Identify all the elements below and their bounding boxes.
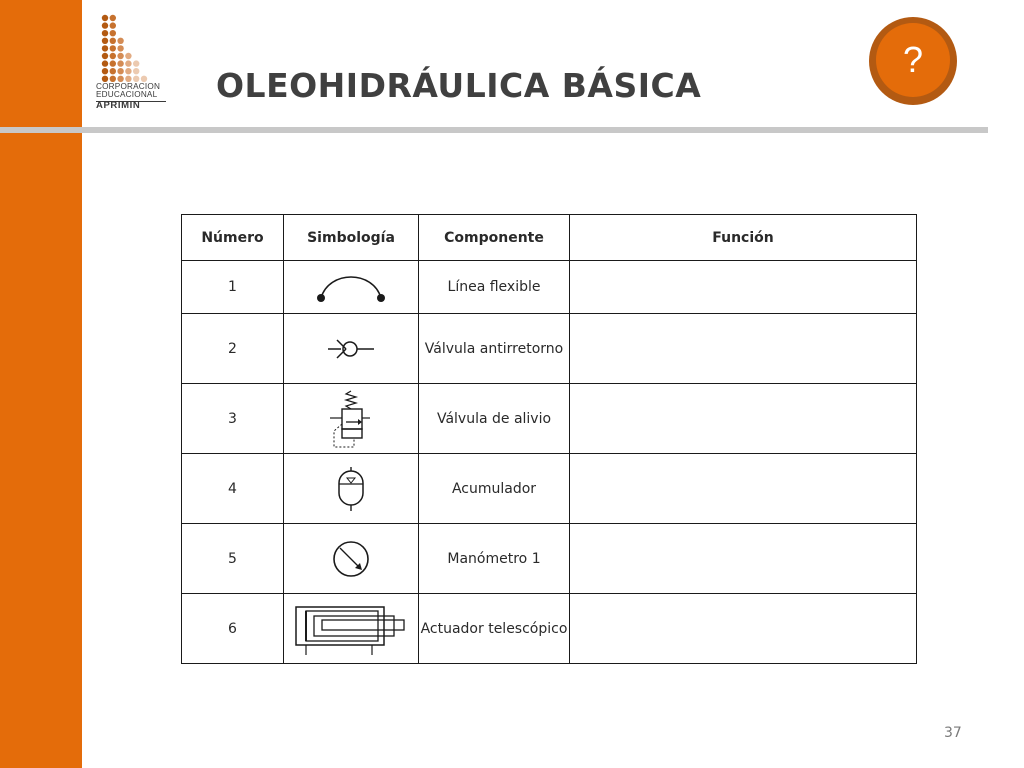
cell-funcion (570, 594, 917, 664)
cell-funcion (570, 261, 917, 314)
logo-dot (102, 15, 108, 21)
table-row (182, 384, 917, 454)
cell-simbologia (284, 384, 419, 454)
logo-dot (117, 53, 123, 59)
logo-dot (102, 45, 108, 51)
help-button[interactable] (869, 17, 957, 105)
logo-dot (117, 60, 123, 66)
cell-simbologia (284, 261, 419, 314)
header-numero: Número (182, 215, 284, 261)
logo-dot (133, 68, 139, 74)
cell-simbologia (284, 454, 419, 524)
logo-dot (110, 30, 116, 36)
header-simbologia: Simbología (284, 215, 419, 261)
logo-dot (110, 53, 116, 59)
cell-funcion (570, 524, 917, 594)
logo-dot (125, 60, 131, 66)
logo-dot (125, 53, 131, 59)
logo-dot (110, 45, 116, 51)
page-title: OLEOHIDRÁULICA BÁSICA (216, 66, 702, 105)
cell-numero: 5 (182, 524, 284, 594)
table-header-row (182, 215, 917, 261)
left-accent-bar (0, 0, 82, 768)
logo-dot (102, 60, 108, 66)
cell-componente: Manómetro 1 (419, 524, 570, 594)
cell-componente: Actuador telescópico (419, 594, 570, 664)
logo-dot (110, 60, 116, 66)
cell-numero: 3 (182, 384, 284, 454)
cell-componente: Línea flexible (419, 261, 570, 314)
logo-text (96, 83, 172, 110)
logo-dot (102, 53, 108, 59)
logo-dot (102, 68, 108, 74)
help-button-label: ? (876, 23, 950, 97)
logo-dot (133, 60, 139, 66)
logo-dot (110, 22, 116, 28)
header-componente: Componente (419, 215, 570, 261)
check-valve-icon (326, 336, 376, 362)
cell-funcion (570, 384, 917, 454)
table-row (182, 524, 917, 594)
flexible-line-icon (311, 270, 391, 304)
logo-dot (117, 68, 123, 74)
logo-dot (102, 22, 108, 28)
logo-dot (110, 15, 116, 21)
logo-dot-grid (100, 14, 170, 82)
relief-valve-icon (326, 389, 376, 449)
accumulator-icon (331, 465, 371, 513)
logo-dot (102, 30, 108, 36)
cell-simbologia (284, 314, 419, 384)
cell-funcion (570, 454, 917, 524)
table-row (182, 454, 917, 524)
cell-numero: 6 (182, 594, 284, 664)
cell-numero: 1 (182, 261, 284, 314)
cell-numero: 2 (182, 314, 284, 384)
aprimin-logo (96, 14, 172, 118)
cell-funcion (570, 314, 917, 384)
pressure-gauge-icon (329, 537, 373, 581)
cell-componente: Válvula de alivio (419, 384, 570, 454)
logo-dot (117, 38, 123, 44)
cell-componente: Válvula antirretorno (419, 314, 570, 384)
logo-brand: APRIMIN (96, 99, 141, 111)
telescopic-actuator-icon (292, 601, 410, 657)
table-row (182, 314, 917, 384)
header-funcion: Función (570, 215, 917, 261)
title-underline (0, 127, 988, 133)
cell-numero: 4 (182, 454, 284, 524)
logo-dot (110, 38, 116, 44)
cell-simbologia (284, 594, 419, 664)
logo-dot (110, 68, 116, 74)
logo-dot (125, 68, 131, 74)
table-row (182, 594, 917, 664)
logo-dot (117, 45, 123, 51)
components-table (181, 214, 917, 664)
logo-dot (102, 38, 108, 44)
cell-simbologia (284, 524, 419, 594)
page-number: 37 (944, 725, 962, 741)
cell-componente: Acumulador (419, 454, 570, 524)
table-row (182, 261, 917, 314)
logo-line-1: CORPORACION (96, 82, 161, 91)
logo-line-2: EDUCACIONAL (96, 90, 158, 100)
